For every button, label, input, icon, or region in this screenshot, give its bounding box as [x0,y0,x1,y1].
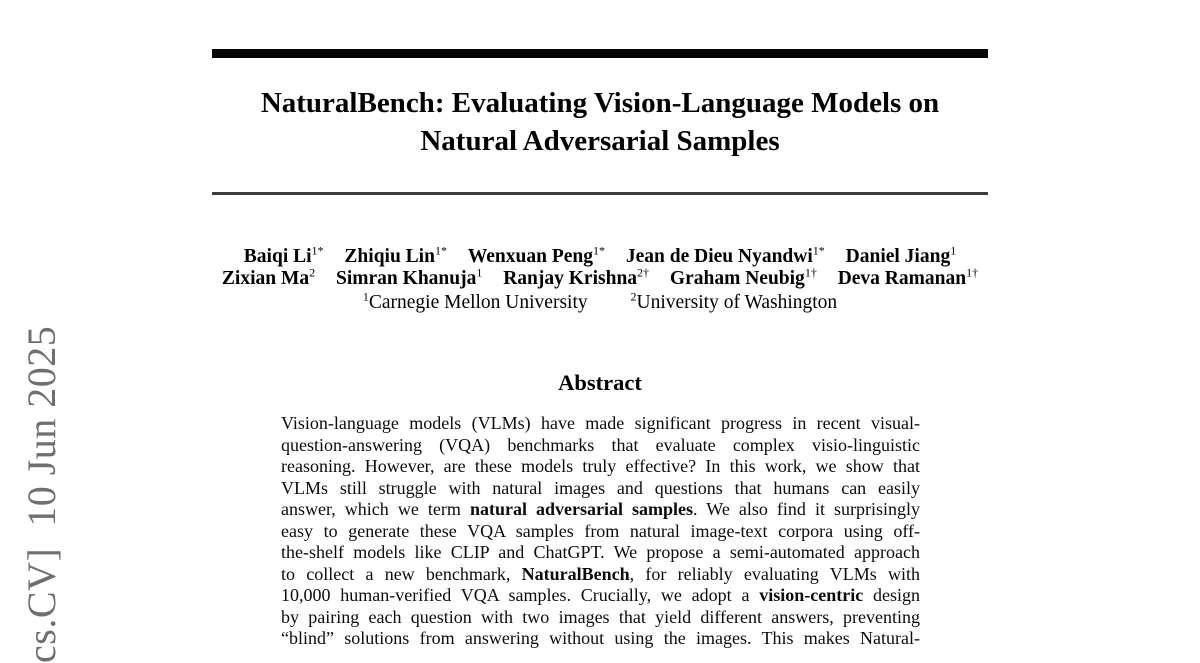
affiliation: $^1$Carnegie Mellon University [362,289,588,313]
abstract-line: 10,000 human-verified VQA samples. Crucially, we adopt a vision-centric design [281,585,921,606]
affiliation-row [162,289,1038,314]
author-row-1 [162,243,1038,268]
abstract-line: reasoning. However, are these models truly effective? In this work, we show that [281,456,920,477]
title-divider-rule [212,192,988,195]
author-affmark: 1* [812,243,825,258]
abstract-heading: Abstract [558,370,642,395]
affiliation-mark: 2 [630,289,637,304]
abstract-body [281,413,920,650]
author: Simran Khanuja$^1$ [336,265,483,290]
abstract-line: Vision-language models (VLMs) have made significant progress in recent visual- [281,413,920,433]
author: Wenxuan Peng$^{1*}$ [467,243,605,267]
author-affmark: 2 [309,265,316,280]
paper-title [182,84,1018,160]
author-affmark: 1* [592,243,605,258]
author-affmark: 1* [434,243,447,258]
abstract-line: answer, which we term natural adversarial samples. We also find it surprisingly [281,499,921,520]
author: Graham Neubig$^{1\dagger}$ [669,265,817,290]
author-affmark: 1† [966,265,979,280]
author-affmark: 1* [311,243,324,258]
abstract-line: to collect a new benchmark, NaturalBench, for reliably evaluating VLMs with [281,563,920,584]
author: Jean de Dieu Nyandwi$^{1*}$ [625,243,825,267]
abstract-line: VLMs still struggle with natural images and questions that humans can easily [281,477,920,498]
author: Daniel Jiang$^1$ [845,243,957,267]
paper-title-line-1: NaturalBench: Evaluating Vision-Language Models on [260,87,940,119]
author-row-2 [162,265,1038,290]
arxiv-watermark: cs.CV] 10 Jun 2025 [19,325,64,663]
author: Zixian Ma$^2$ [221,265,316,290]
author-affmark: 2† [637,265,650,280]
author: Zhiqiu Lin$^{1*}$ [344,243,447,267]
author-affmark: 1 [950,243,957,258]
abstract-line: “blind” solutions from answering without using the images. This makes Natural- [281,628,920,649]
author-affmark: 1† [804,265,817,280]
paper-title-line-2: Natural Adversarial Samples [420,125,780,157]
affiliation: $^2$University of Washington [630,289,838,313]
top-rule-bar [212,49,988,58]
abstract-line: question-answering (VQA) benchmarks that evaluate complex visio-linguistic [281,434,920,455]
author-affmark: 1 [476,265,483,280]
author: Deva Ramanan$^{1\dagger}$ [837,265,979,290]
author-block [162,243,1038,314]
abstract-line: by pairing each question with two images that yield different answers, preventing [281,606,920,627]
author: Ranjay Krishna$^{2\dagger}$ [503,265,650,290]
author: Baiqi $Li^{1*}$ [243,243,324,267]
affiliation-mark: 1 [362,289,369,304]
abstract-line: easy to generate these VQA samples from natural image-text corpora using off- [281,520,920,541]
abstract-line: the-shelf models like CLIP and ChatGPT. We propose a semi-automated approach [281,542,920,563]
